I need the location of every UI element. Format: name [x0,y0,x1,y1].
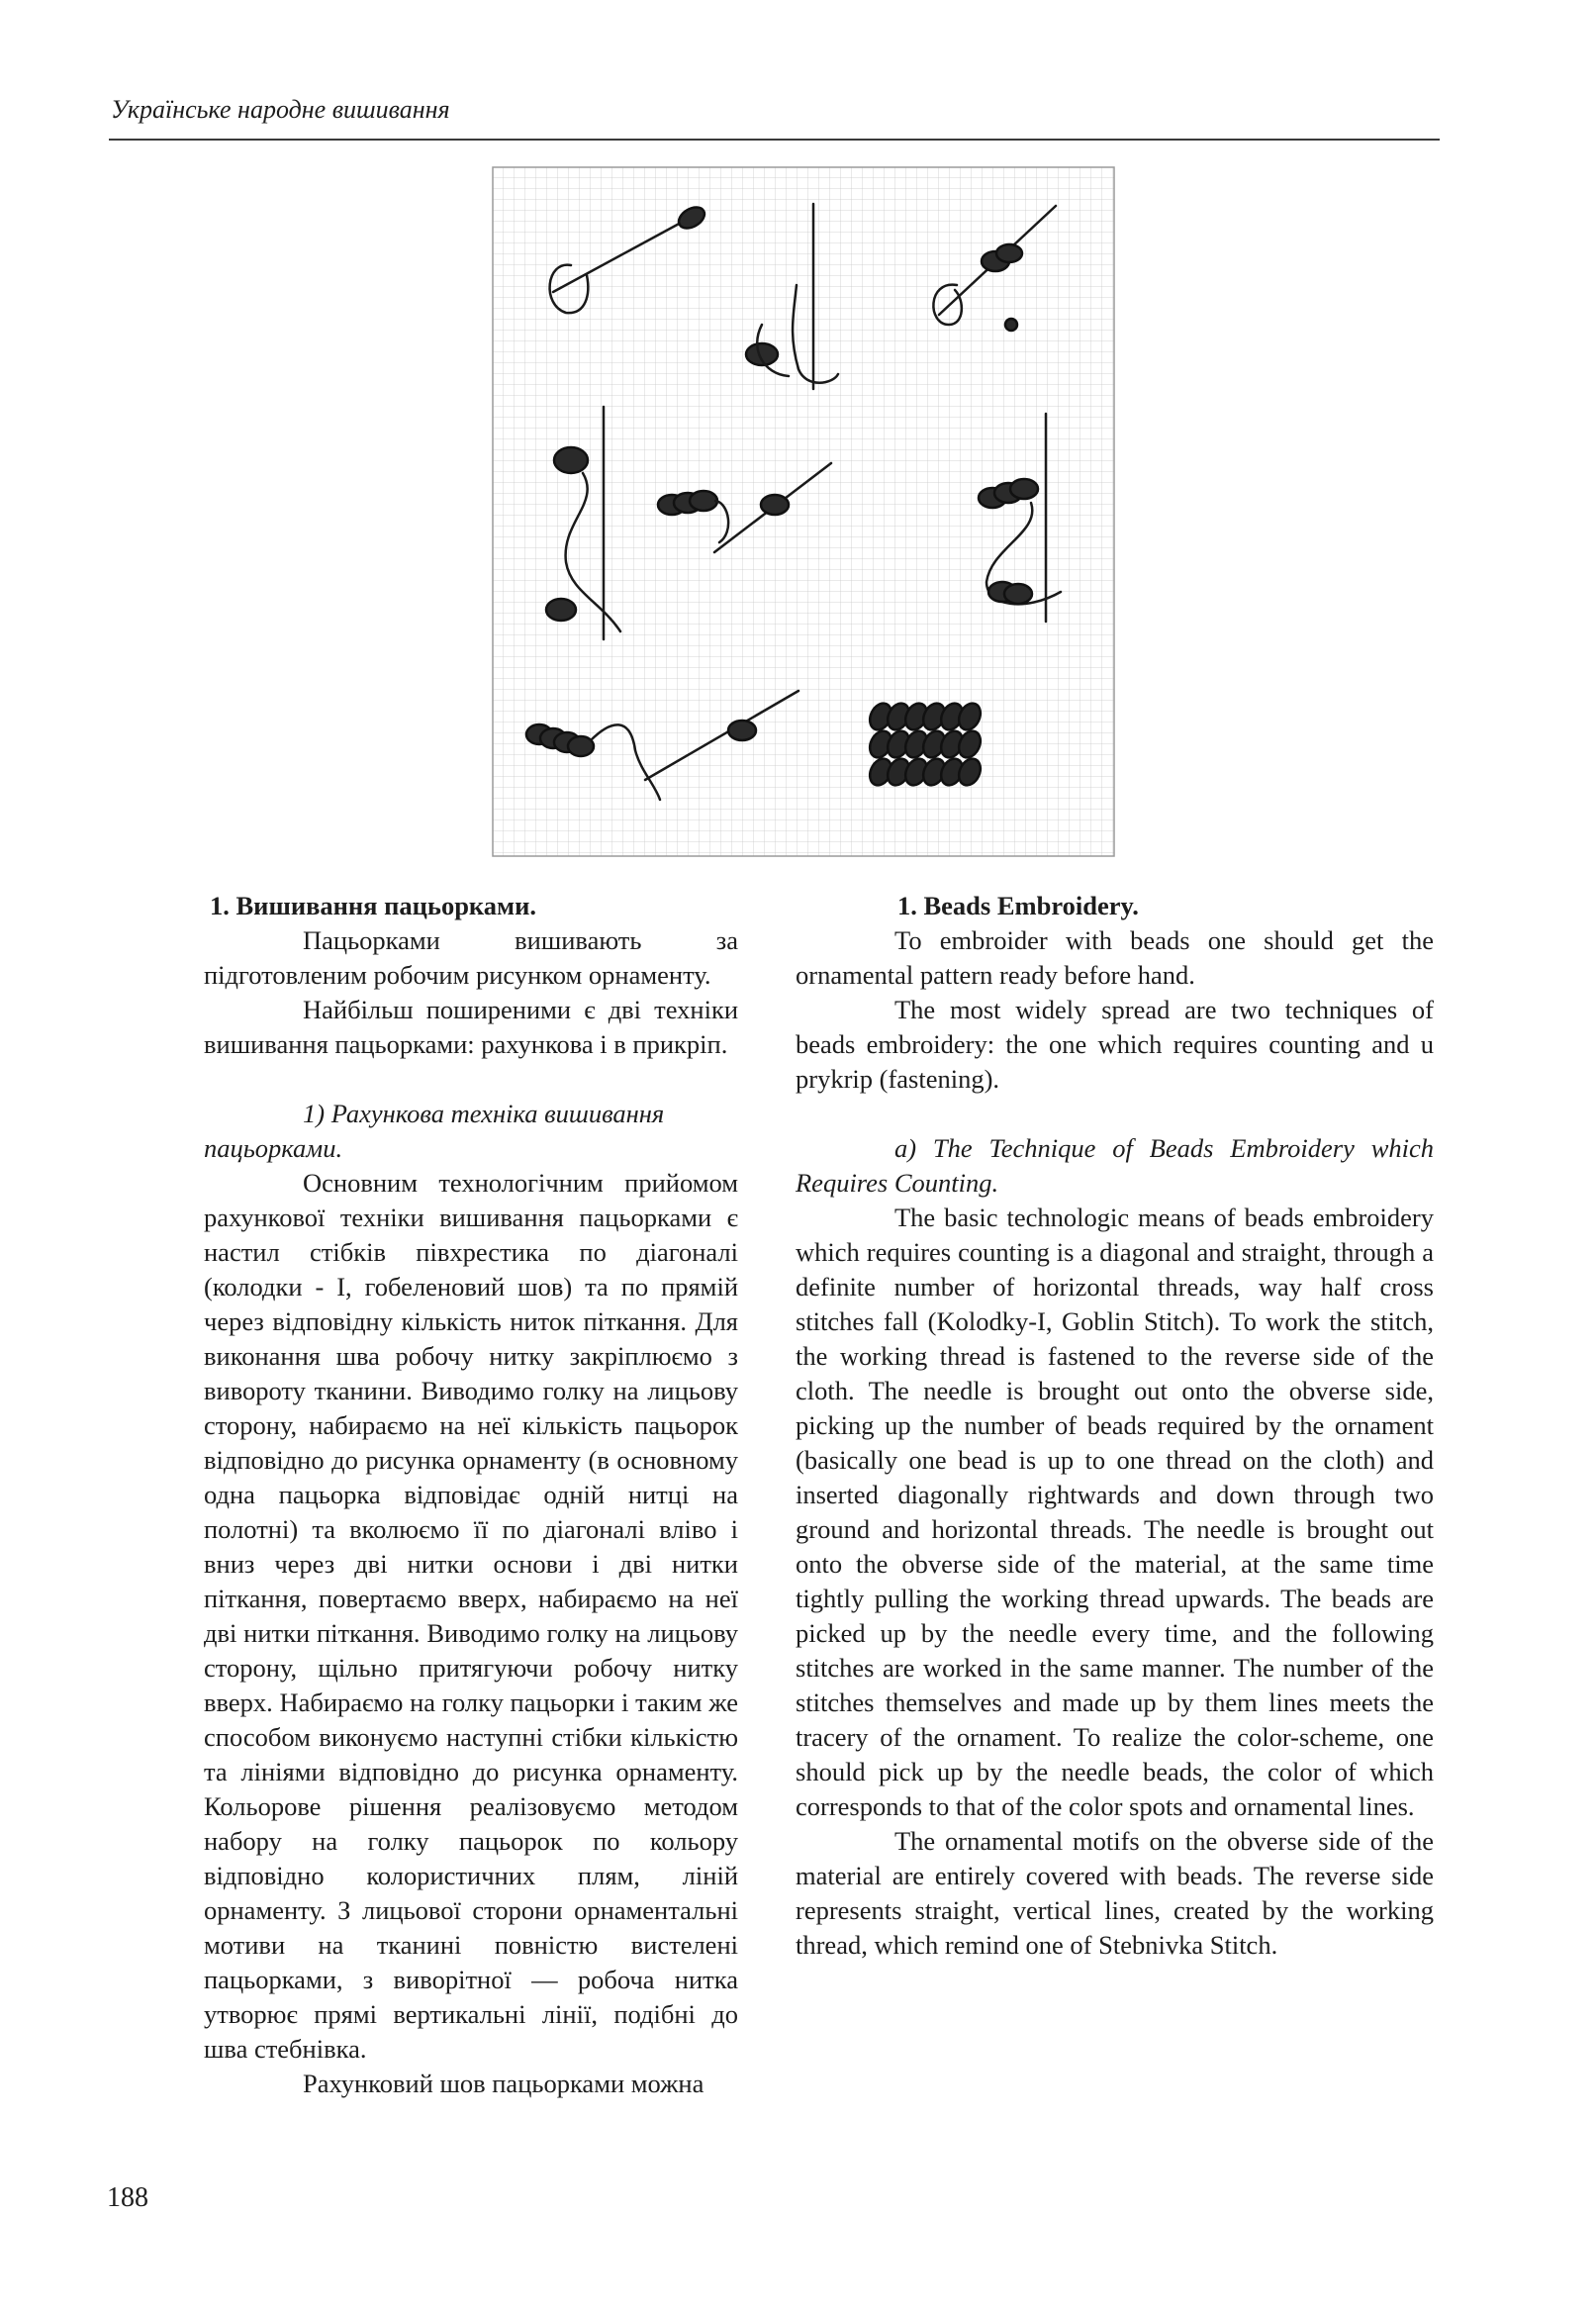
english-column [796,889,1434,1963]
english-paragraph-2: The most widely spread are two techniques of beads embroidery: the one which requires counting and u prykrip (fastening). [796,995,1434,1094]
english-paragraph-1: To embroider with beads one should get the ornamental pattern ready before hand. [796,925,1434,990]
ukrainian-paragraph-1: Пацьорками вишивають за підготовленим робочим рисунком орнаменту. [204,925,738,990]
ukrainian-column [204,889,738,2101]
ukrainian-subheading: 1) Рахункова техніка вишивання пацьорками. [204,1099,665,1163]
page-number: 188 [107,2182,148,2213]
english-heading: 1. Beads Embroidery. [897,891,1139,920]
ukrainian-heading: 1. Вишивання пацьорками. [210,891,536,920]
header-rule [109,139,1440,141]
english-paragraph-3: The basic technologic means of beads embroidery which requires counting is a diagonal and straight, through a definite number of horizontal threads, way half cross stitches fall (Kolodky-I, Goblin Stitch). To work the stitch, the working thread is fastened to the reverse side of the cloth. The needle is brought out onto the obverse side, picking up the number of beads required by the ornament (basically one bead is up to one thread on the cloth) and inserted diagonally rightwards and down through two ground and horizontal threads. The needle is brought out onto the obverse side of the material, at the same time tightly pulling the working thread upwards. The beads are picked up by the needle every time, and the following stitches are worked in the same manner. The number of the stitches themselves and made up by them lines meets the tracery of the ornament. To realize the color-scheme, one should pick up by the needle beads, the color of which corresponds to that of the color spots and ornamental lines. [796,1203,1434,1821]
running-title: Українське народне вишивання [111,95,450,124]
finished-bead-block [866,700,985,789]
ukrainian-paragraph-2: Найбільш поширеними є дві техніки вишивання пацьорками: рахункова і в прикріп. [204,995,738,1059]
english-paragraph-4: The ornamental motifs on the obverse side of the material are entirely covered with beads. The reverse side represents straight, vertical lines, created by the working thread, which remind one of Stebnivka Stitch. [796,1826,1434,1960]
ukrainian-paragraph-3: Основним технологічним прийомом рахункової техніки вишивання пацьорками є настил стібків півхрестика по діагоналі (колодки - І, гобеленовий шов) та по прямій через відповідну кількість ниток піткання. Для виконання шва робочу нитку закріплюємо з вивороту тканини. Виводимо голку на лицьову сторону, набираємо на неї кількість пацьорок відповідно до рисунка орнаменту (в основному одна пацьорка відповідає одній нитці на полотні) та вколюємо її по діагоналі вліво і вниз через дві нитки основи і дві нитки піткання, повертаємо вверх, набираємо на неї дві нитки піткання. Виводимо голку на лицьову сторону, щільно притягуючи робочу нитку вверх. Набираємо на голку пацьорки і таким же способом виконуємо наступні стібки кількістю та лініями відповідно до рисунка орнаменту. Кольорове рішення реалізовуємо методом набору на голку пацьорок по кольору відповідно колористичних плям, ліній орнаменту. З лицьової сторони орнаментальні мотиви на тканині повністю вистелені пацьорками, з виворітної — робоча нитка утворює прямі вертикальні лінії, подібні до шва стебнівка. [204,1168,738,2064]
ukrainian-paragraph-4: Рахунковий шов пацьорками можна [303,2069,704,2098]
beadwork-illustration [492,166,1115,857]
english-subheading: a) The Technique of Beads Embroidery which Requires Counting. [796,1133,1434,1198]
